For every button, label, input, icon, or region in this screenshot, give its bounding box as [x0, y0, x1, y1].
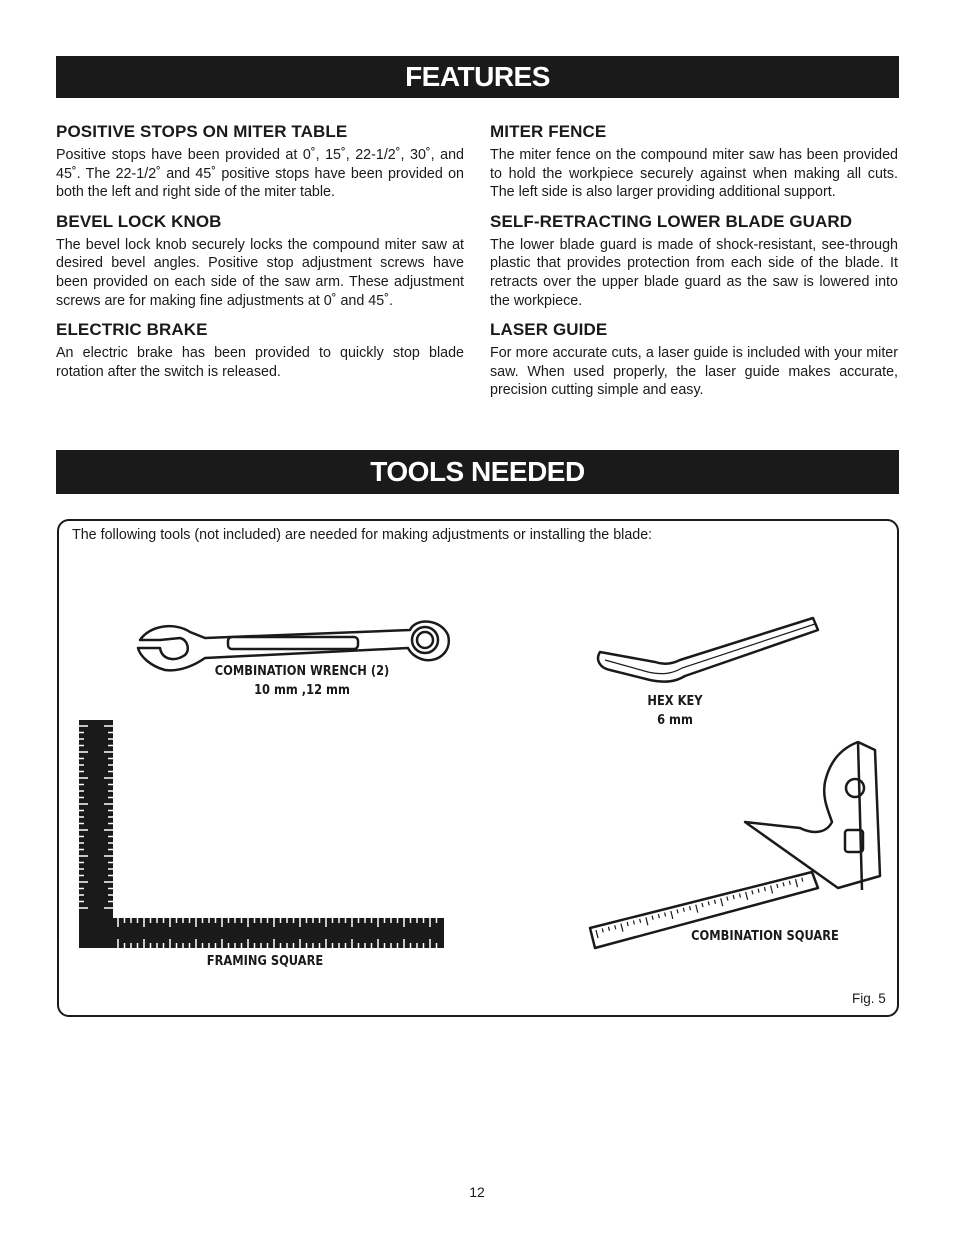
page-number: 12	[469, 1184, 485, 1200]
section-heading: MITER FENCE	[490, 122, 607, 141]
wrench-label-line1: COMBINATION WRENCH (2)	[214, 664, 390, 679]
hex-key-label-line2: 6 mm	[657, 713, 693, 728]
section-body: The bevel lock knob securely locks the compound miter saw at desired bevel angles. Positive stop adjustment screws have been provided on each side of the saw arm. These adjustment screws are for making fine adjustments at 0˚ and 45˚.	[56, 236, 464, 309]
section-heading: BEVEL LOCK KNOB	[56, 211, 222, 231]
section-body: An electric brake has been provided to quickly stop blade rotation after the switch is released.	[56, 345, 464, 380]
section-body: For more accurate cuts, a laser guide is included with your miter saw. When used properly, the laser guide makes accurate, precision cutting simple and easy.	[490, 345, 898, 399]
features-title: FEATURES	[405, 61, 550, 92]
hex-key-label-line1: HEX KEY	[647, 694, 703, 709]
section-body: Positive stops have been provided at 0˚, 15˚, 22-1/2˚, 30˚, and 45˚. The 22-1/2˚ and 45˚ positive stops have been provided on both the left and right side of the miter table.	[56, 147, 464, 201]
section-body: The lower blade guard is made of shock-resistant, see-through plastic that provides protection from each side of the blade. It retracts over the upper blade guard as the saw is lowered into the workpiece.	[490, 236, 898, 309]
framing-square-label: FRAMING SQUARE	[206, 954, 324, 969]
section-heading: SELF-RETRACTING LOWER BLADE GUARD	[490, 211, 853, 231]
tools-intro-text: The following tools (not included) are needed for making adjustments or installing the blade:	[72, 527, 653, 543]
tools-title: TOOLS NEEDED	[370, 456, 585, 487]
figure-label: Fig. 5	[852, 991, 886, 1006]
section-heading: POSITIVE STOPS ON MITER TABLE	[56, 122, 348, 141]
section-body: The miter fence on the compound miter saw has been provided to hold the workpiece securely against when making all cuts. The left side is also larger providing additional support.	[490, 147, 898, 201]
section-heading: ELECTRIC BRAKE	[56, 320, 208, 340]
combination-square-label: COMBINATION SQUARE	[691, 929, 839, 944]
wrench-label-line2: 10 mm ,12 mm	[254, 683, 350, 698]
section-heading: LASER GUIDE	[490, 320, 608, 340]
